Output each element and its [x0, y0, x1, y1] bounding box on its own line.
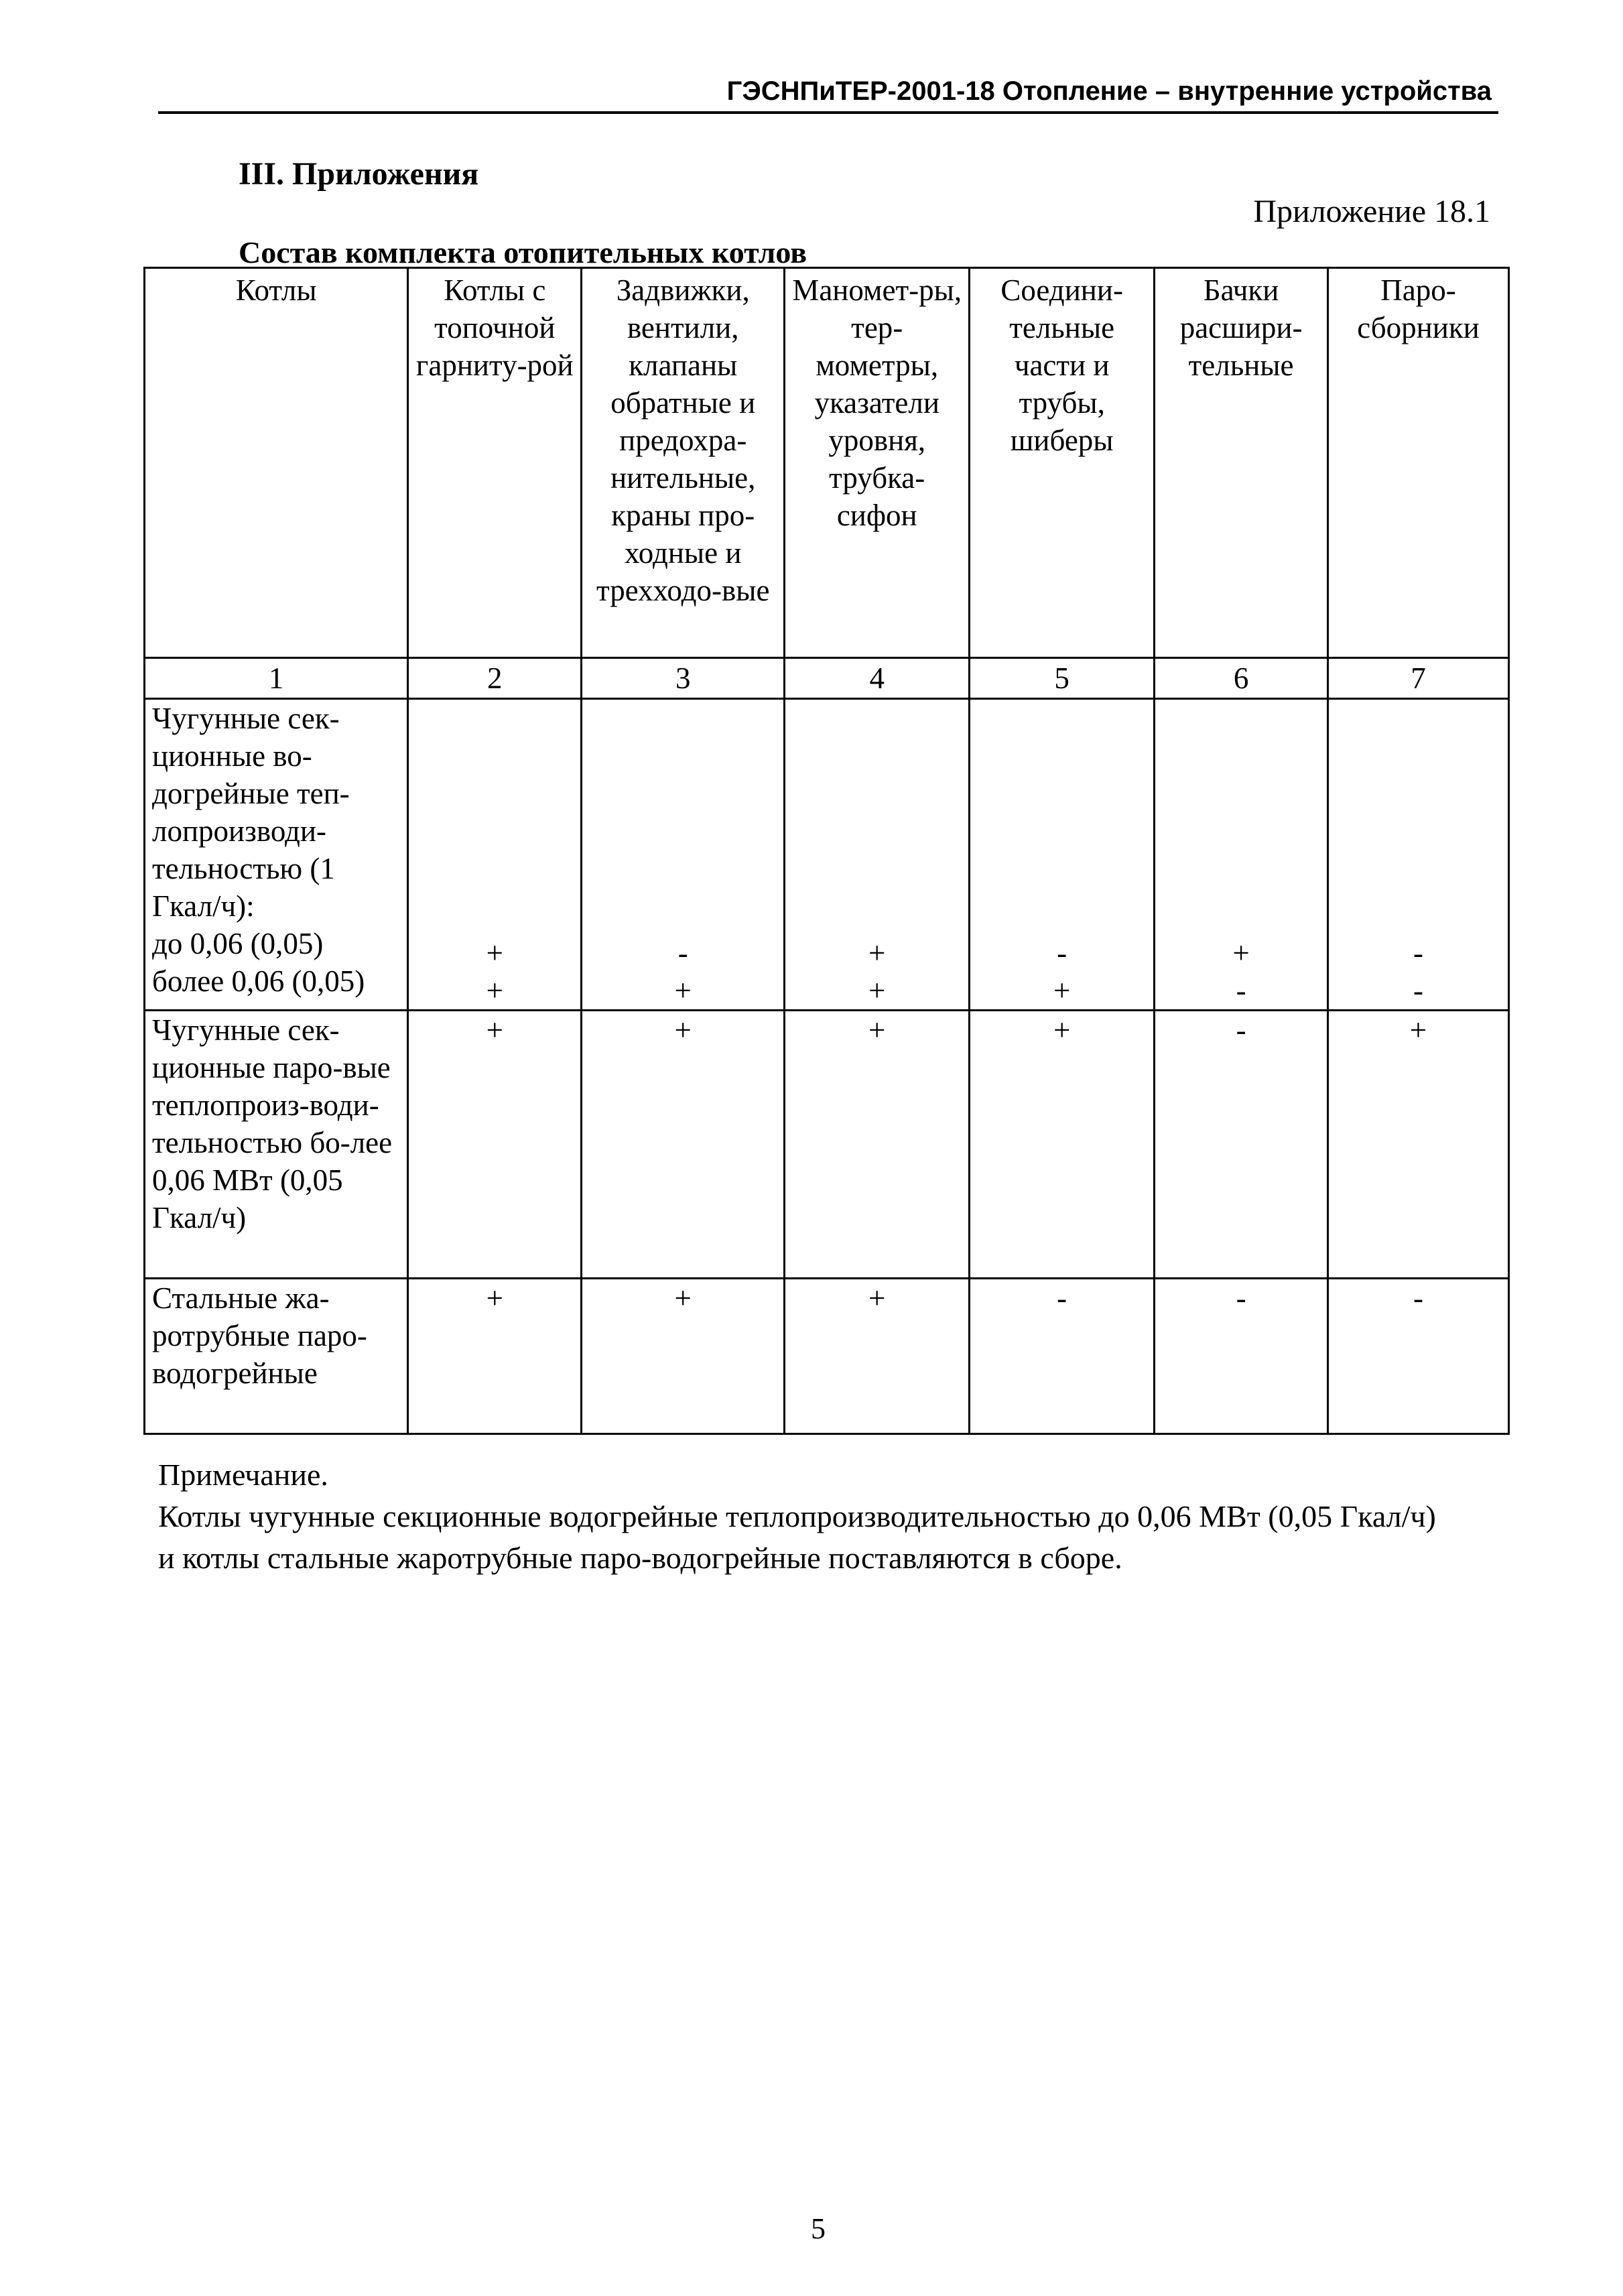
mark: +	[785, 1011, 970, 1279]
mark-cell	[1155, 699, 1328, 1011]
boiler-type-name: Чугунные сек-ционные во-догрейные теп-лопроизводи-тельностью (1 Гкал/ч):	[152, 702, 350, 923]
mark: +	[1328, 1011, 1509, 1279]
sub-row-label: до 0,06 (0,05)	[152, 927, 324, 960]
mark: -	[1413, 974, 1423, 1007]
column-number-row	[145, 658, 1509, 699]
table-header-row	[145, 268, 1509, 658]
page-number: 5	[811, 2212, 826, 2245]
mark: -	[1057, 936, 1067, 970]
mark: +	[1232, 936, 1250, 970]
mark: +	[408, 1011, 582, 1279]
mark-cell	[1328, 699, 1509, 1011]
column-number: 7	[1328, 658, 1509, 699]
column-header: Задвижки, вентили, клапаны обратные и предохра-нительные, краны про-ходные и трехходо-вые	[582, 268, 785, 658]
mark-cell	[785, 699, 970, 1011]
column-header: Паро-сборники	[1328, 268, 1509, 658]
mark: -	[677, 936, 688, 970]
table-row	[145, 1279, 1509, 1434]
running-header-title: ГЭСНПиТЕР-2001-18 Отопление – внутренние устройства	[726, 76, 1492, 106]
column-number: 5	[970, 658, 1155, 699]
mark: +	[674, 974, 692, 1007]
appendix-label: Приложение 18.1	[1253, 194, 1490, 229]
column-number: 4	[785, 658, 970, 699]
mark: +	[785, 1279, 970, 1434]
mark: -	[1236, 974, 1246, 1007]
table-row	[145, 1011, 1509, 1279]
column-header: Маномет-ры, тер-мометры, указатели уровня, трубка-сифон	[785, 268, 970, 658]
column-number: 6	[1155, 658, 1328, 699]
note-block	[158, 1454, 1458, 1579]
mark-cell	[408, 699, 582, 1011]
column-number: 2	[408, 658, 582, 699]
note-text: Котлы чугунные секционные водогрейные теплопроизводительностью до 0,06 МВт (0,05 Гкал/ч) и котлы стальные жаротрубные паро-водогрейные поставляются в сборе.	[158, 1499, 1436, 1575]
mark: -	[1413, 936, 1423, 970]
mark: +	[1053, 974, 1071, 1007]
column-number: 3	[582, 658, 785, 699]
boiler-type-name: Стальные жа-ротрубные паро-водогрейные	[145, 1279, 408, 1434]
sub-row-label: более 0,06 (0,05)	[152, 964, 365, 998]
table-title: Состав комплекта отопительных котлов	[239, 235, 807, 269]
column-header: Котлы с топочной гарниту-рой	[408, 268, 582, 658]
column-header: Бачки расшири-тельные	[1155, 268, 1328, 658]
boiler-type-name: Чугунные сек-ционные паро-вые теплопроиз-води-тельностью бо-лее 0,06 МВт (0,05 Гкал/ч)	[145, 1011, 408, 1279]
mark: +	[868, 974, 886, 1007]
mark-cell	[970, 699, 1155, 1011]
table-row	[145, 699, 1509, 1011]
mark: +	[868, 936, 886, 970]
section-title: III. Приложения	[239, 156, 479, 192]
column-number: 1	[145, 658, 408, 699]
running-header	[158, 74, 1498, 114]
boiler-kit-table	[143, 267, 1510, 1435]
mark: -	[1155, 1279, 1328, 1434]
mark: +	[486, 974, 503, 1007]
mark: -	[1328, 1279, 1509, 1434]
mark: +	[970, 1011, 1155, 1279]
mark: -	[970, 1279, 1155, 1434]
mark: +	[408, 1279, 582, 1434]
note-title: Примечание.	[158, 1458, 328, 1492]
column-header: Соедини-тельные части и трубы, шиберы	[970, 268, 1155, 658]
mark: +	[582, 1011, 785, 1279]
mark: +	[486, 936, 503, 970]
column-header: Котлы	[145, 268, 408, 658]
mark-cell	[582, 699, 785, 1011]
mark: +	[582, 1279, 785, 1434]
mark: -	[1155, 1011, 1328, 1279]
boiler-type-cell	[145, 699, 408, 1011]
